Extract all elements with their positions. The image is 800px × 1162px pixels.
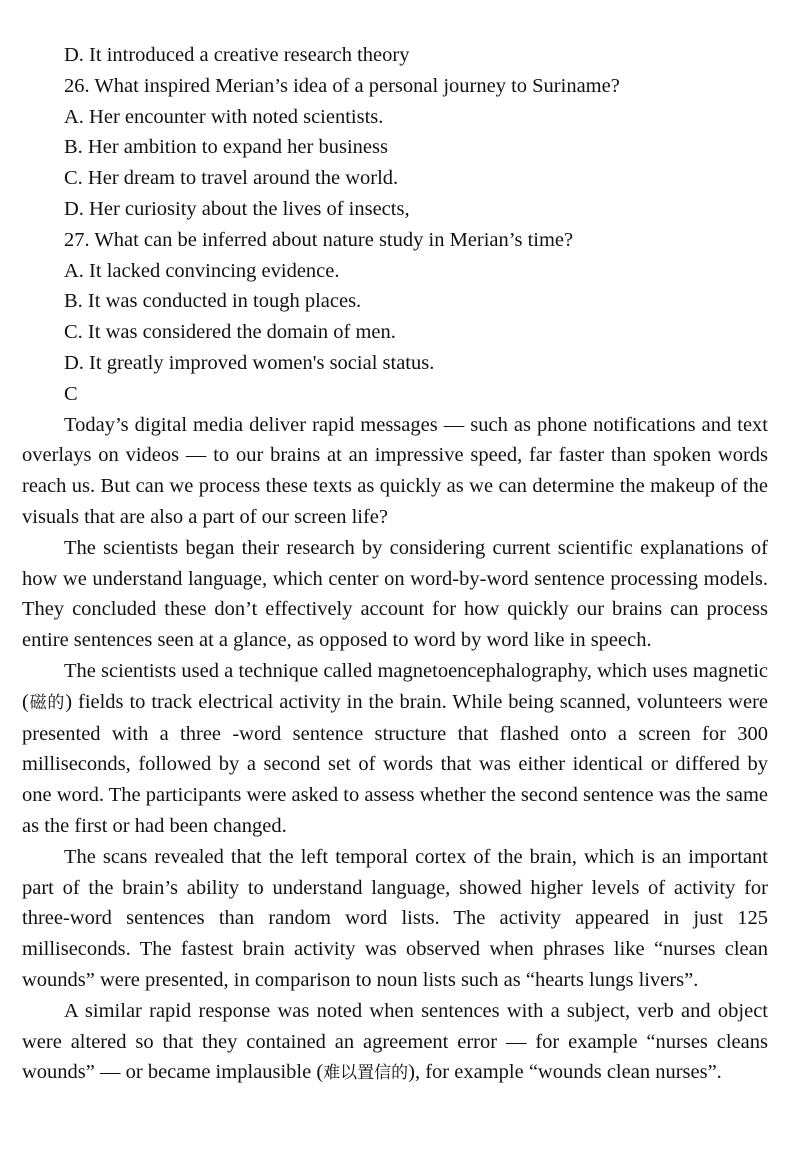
paragraph-text: ) fields to track electrical activity in the brain. While being scanned, volunteers were presented with a three -word sentence structure that flashed onto a screen for 300 milliseconds, followed by a second set of words that was either identical or differed by one word. The participants were asked to assess whether the second sentence was the same as the first or had been changed. xyxy=(22,690,768,837)
chinese-gloss: 磁的 xyxy=(28,692,66,713)
option-b: B. Her ambition to expand her business xyxy=(64,136,388,159)
option-a: A. Her encounter with noted scientists. xyxy=(64,105,384,128)
passage-paragraph-5 xyxy=(22,996,768,1089)
passage-paragraph-2: The scientists began their research by considering current scientific explanations of how we understand language, which center on word-by-word sentence processing models. They concluded these don’t effectively account for how quickly our brains can process entire sentences seen at a glance, as opposed to word by word like in speech. xyxy=(22,536,768,652)
question-27 xyxy=(22,225,768,379)
passage-paragraph-1: Today’s digital media deliver rapid messages — such as phone notifications and text overlays on videos — to our brains at an impressive speed, far faster than spoken words reach us. But can we process these texts as quickly as we can determine the makeup of the visuals that are also a part of our screen life? xyxy=(22,413,768,528)
previous-question-option-d: D. It introduced a creative research theory xyxy=(64,44,410,66)
paragraph-text: A similar rapid response was noted when sentences with a subject, verb and object were altered so that they contained an agreement error — for example “nurses cleans wounds” — or became implausible ( xyxy=(22,999,768,1084)
passage-paragraph-4: The scans revealed that the left temporal cortex of the brain, which is an important part of the brain’s ability to understand language, showed higher levels of activity for three-word sentences than random word lists. The activity appeared in just 125 milliseconds. The fastest brain activity was observed when phrases like “nurses clean wounds” were presented, in comparison to noun lists such as “hearts lungs livers”. xyxy=(22,845,768,991)
chinese-gloss: 难以置信的 xyxy=(323,1063,409,1084)
option-b: B. It was conducted in tough places. xyxy=(64,290,362,313)
question-26 xyxy=(22,71,768,225)
document-page xyxy=(22,40,768,1089)
option-a: A. It lacked convincing evidence. xyxy=(64,259,340,282)
question-stem: 26. What inspired Merian’s idea of a personal journey to Suriname? xyxy=(64,74,620,97)
reading-passage xyxy=(22,410,768,1090)
question-stem: 27. What can be inferred about nature study in Merian’s time? xyxy=(64,228,574,251)
passage-paragraph-3 xyxy=(22,656,768,842)
option-d: D. Her curiosity about the lives of insects, xyxy=(64,197,410,220)
section-label: C xyxy=(64,382,78,405)
option-c: C. It was considered the domain of men. xyxy=(64,321,396,344)
option-c: C. Her dream to travel around the world. xyxy=(64,167,399,190)
paragraph-text: The scientists used a technique called magnetoencephalography, which uses magnetic ( xyxy=(22,659,768,713)
paragraph-text: ), for example “wounds clean nurses”. xyxy=(408,1061,722,1084)
option-d: D. It greatly improved women's social status. xyxy=(64,351,435,374)
